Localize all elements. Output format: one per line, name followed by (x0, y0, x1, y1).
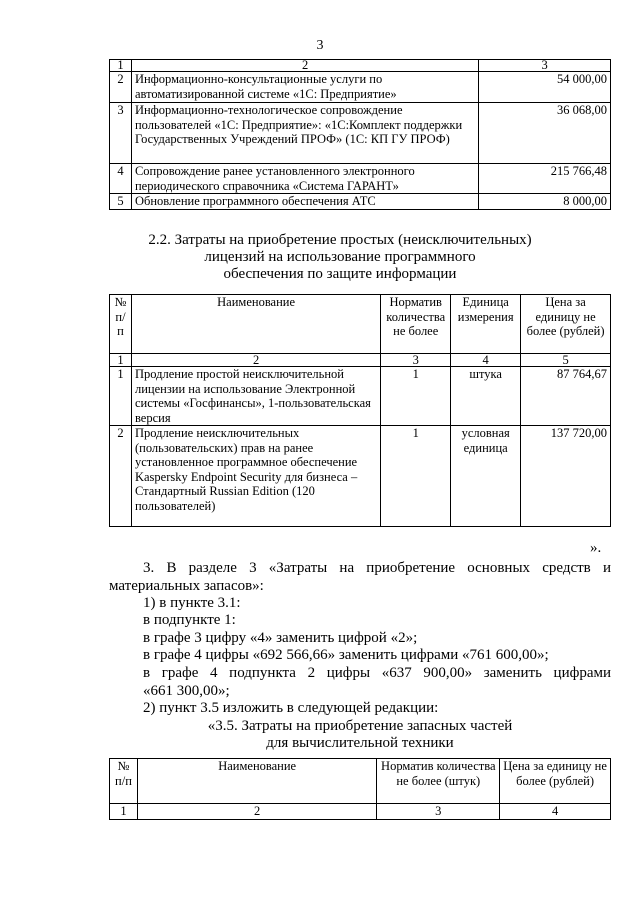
row-number: 1 (110, 367, 132, 426)
col-header-qty: Норматив количества не более (381, 295, 451, 354)
row-number: 5 (110, 194, 132, 210)
page-number: 3 (316, 38, 324, 53)
paragraph-column-4: в графе 4 цифры «692 566,66» заменить цифрами «761 600,00»; (143, 647, 549, 663)
col-header-price: Цена за единицу не более (рублей) (500, 759, 611, 804)
text-line: в графе 4 подпункта 2 цифры «637 900,00» заменить цифрами (143, 665, 611, 681)
table-colnum-row (110, 804, 611, 820)
paragraph-subpoint-1: в подпункте 1: (143, 612, 236, 628)
row-name: Продление неисключительных (пользовательских) прав на ранее установленное программное обеспечение Kaspersky Endpoint Security для бизнеса – Стандартный Russian Edition (120 пользователей) (131, 426, 380, 527)
col-header-number: № п/п (110, 759, 138, 804)
table-row (110, 72, 611, 103)
table-header-row (110, 60, 611, 72)
heading-line: для вычислительной техники (266, 735, 454, 751)
text-line: материальных запасов»: (109, 577, 264, 594)
col-number-1: 1 (110, 804, 138, 820)
paragraph-3 (109, 560, 611, 595)
row-price: 137 720,00 (521, 426, 611, 527)
row-price: 215 766,48 (479, 164, 611, 194)
row-name: Информационно-консультационные услуги по автоматизированной системе «1С: Предприятие» (131, 72, 478, 103)
col-number-1: 1 (110, 60, 132, 72)
text-line: «661 300,00»; (143, 682, 230, 699)
row-number: 2 (110, 426, 132, 527)
row-name: Сопровождение ранее установленного электронного периодического справочника «Система ГАРАНТ» (131, 164, 478, 194)
paragraph-column-4-sub-2 (143, 665, 611, 700)
col-number-3: 3 (377, 804, 500, 820)
table-header-row (110, 759, 611, 804)
table-row (110, 194, 611, 210)
col-number-2: 2 (137, 804, 376, 820)
row-qty: 1 (381, 426, 451, 527)
col-number-1: 1 (110, 354, 132, 367)
col-header-name: Наименование (137, 759, 376, 804)
section-2-2-heading (90, 232, 590, 283)
row-unit: условная единица (451, 426, 521, 527)
table-row (110, 103, 611, 164)
row-number: 3 (110, 103, 132, 164)
heading-line: 2.2. Затраты на приобретение простых (неисключительных) (148, 232, 532, 248)
table-colnum-row (110, 354, 611, 367)
table-row (110, 164, 611, 194)
row-qty: 1 (381, 367, 451, 426)
col-number-3: 3 (381, 354, 451, 367)
row-name: Продление простой неисключительной лицензии на использование Электронной системы «Госфинансы», 1-пользовательская версия (131, 367, 380, 426)
row-number: 2 (110, 72, 132, 103)
table-it-services (109, 59, 611, 210)
heading-line: обеспечения по защите информации (223, 266, 457, 282)
col-header-price: Цена за единицу не более (рублей) (521, 295, 611, 354)
row-price: 8 000,00 (479, 194, 611, 210)
heading-line: «3.5. Затраты на приобретение запасных частей (207, 718, 513, 734)
paragraph-point-3-1: 1) в пункте 3.1: (143, 595, 241, 611)
col-number-4: 4 (500, 804, 611, 820)
row-number: 4 (110, 164, 132, 194)
col-header-number: № п/п (110, 295, 132, 354)
table-header-row (110, 295, 611, 354)
row-name: Обновление программного обеспечения АТС (131, 194, 478, 210)
row-unit: штука (451, 367, 521, 426)
table-spare-parts (109, 758, 611, 820)
row-price: 87 764,67 (521, 367, 611, 426)
col-header-name: Наименование (131, 295, 380, 354)
row-price: 54 000,00 (479, 72, 611, 103)
paragraph-point-3-5: 2) пункт 3.5 изложить в следующей редакции: (143, 700, 439, 716)
row-price: 36 068,00 (479, 103, 611, 164)
col-number-2: 2 (131, 354, 380, 367)
table-row (110, 426, 611, 527)
text-line: 3. В разделе 3 «Затраты на приобретение основных средств и (143, 560, 611, 576)
col-number-2: 2 (131, 60, 478, 72)
heading-line: лицензий на использование программного (204, 249, 476, 265)
row-name: Информационно-технологическое сопровождение пользователей «1С: Предприятие»: «1С:Комплект поддержки Государственных Учреждений ПРОФ» (1С: КП ГУ ПРОФ) (131, 103, 478, 164)
col-number-5: 5 (521, 354, 611, 367)
table-licenses (109, 294, 611, 527)
col-header-unit: Единица измерения (451, 295, 521, 354)
closing-quote: ». (590, 540, 602, 556)
col-number-3: 3 (479, 60, 611, 72)
col-header-qty: Норматив количества не более (штук) (377, 759, 500, 804)
paragraph-column-3: в графе 3 цифру «4» заменить цифрой «2»; (143, 630, 418, 646)
col-number-4: 4 (451, 354, 521, 367)
section-3-5-heading (110, 718, 610, 752)
table-row (110, 367, 611, 426)
